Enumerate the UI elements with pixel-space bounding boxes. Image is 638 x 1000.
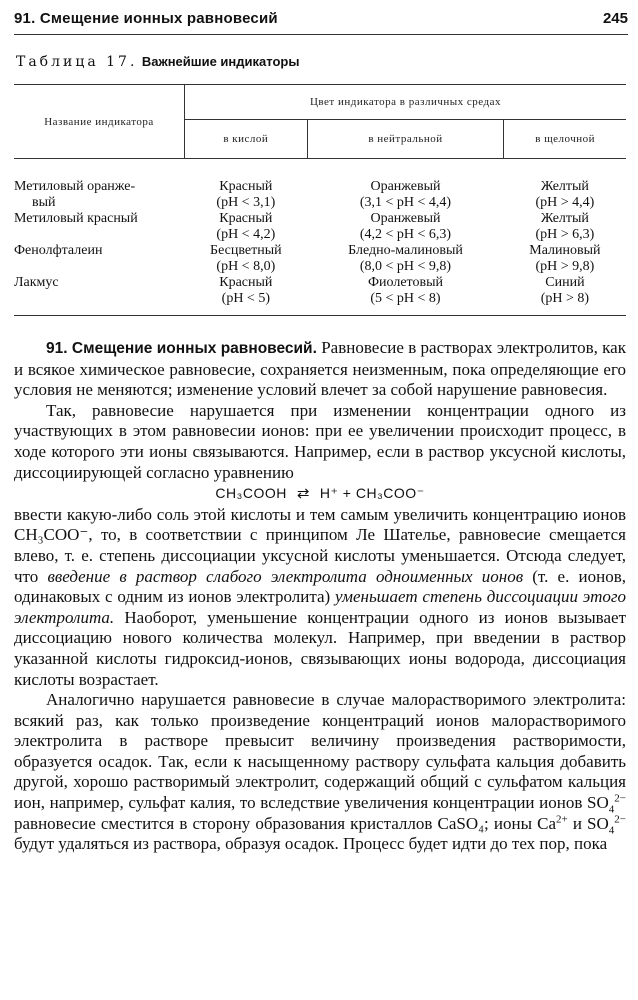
running-head — [14, 8, 628, 35]
neutral-color: Оранжевый (3,1 < pH < 4,4) — [359, 179, 452, 210]
table-caption-title: Важнейшие индикаторы — [141, 54, 300, 69]
acid-color: Бесцветный (pH < 8,0) — [210, 243, 282, 274]
paragraph: ввести какую-либо соль этой кислоты и тем самым увеличить концентрацию ионов CH₃COO⁻, то, в соответствии с принципом Ле Шателье, равновесие смещается влево, т. е. степень диссоциации уксусной кислоты уменьшается. Отсюда следует, что введение в раствор слабого электролита одноименных ионов (т. е. ионов, одинаковых с одним из ионов электролита) уменьшает степень диссоциации этого электролита. Наоборот, уменьшение концентрации одного из ионов вызывает диссоциацию нового количества молекул. Например, при введении в раствор указанной кислоты гидроксид-ионов, связывающих ионы водорода, диссоциация кислоты возрастает. — [14, 504, 626, 689]
indicator-name: Метиловый оранже- вый — [14, 179, 136, 210]
col-header-name: Название индикатора — [14, 85, 185, 159]
acid-color: Красный (pH < 5) — [185, 275, 308, 316]
indicator-name: Лакмус — [14, 275, 185, 316]
indicator-table — [14, 84, 626, 316]
table-row — [14, 243, 626, 275]
indicator-name: Фенолфталеин — [14, 243, 103, 258]
emphasis: введение в раствор слабого электролита одноименных ионов — [47, 566, 524, 586]
paragraph: Аналогично нарушается равновесие в случае малорастворимого электролита: всякий раз, как только произведение концентраций ионов малорастворимого электролита в растворе превысит величину произведения растворимости, образуется осадок. Так, если к насыщенному раствору сульфата кальция добавить другой, хорошо растворимый электролит, содержащий общий с сульфатом кальция ион, например, сульфат калия, то вследствие увеличения концентрации ионов $SO_4^{2-}$ равновесие сместится в сторону образования кристаллов CaSO₄; ионы $Ca^{2+}$ и $SO_4^{2-}$ будут удаляться из раствора, образуя осадок. Процесс будет идти до тех пор, пока — [14, 690, 626, 854]
page-number: 245 — [602, 10, 628, 27]
table-row — [14, 275, 626, 316]
col-header-neutral: в нейтральной — [307, 120, 504, 159]
alkaline-color: Желтый (pH > 4,4) — [535, 179, 595, 210]
acid-color: Красный (pH < 3,1) — [216, 179, 276, 210]
alkaline-color: Желтый (pH > 6,3) — [535, 211, 595, 242]
equilibrium-arrow-icon: ⇄ — [296, 485, 310, 503]
paragraph: 91. Смещение ионных равновесий. Равновесие в растворах электролитов, как и всякое химическое равновесие, сохраняется неизменным, пока определяющие его условия не меняются; изменение условий влечет за собой нарушение равновесия. — [14, 338, 626, 400]
table-row — [14, 211, 626, 243]
neutral-color: Бледно-малиновый (8,0 < pH < 9,8) — [348, 243, 463, 274]
col-header-group: Цвет индикатора в различных средах — [185, 85, 627, 120]
neutral-color: Оранжевый (4,2 < pH < 6,3) — [359, 211, 452, 242]
acid-color: Красный (pH < 4,2) — [216, 211, 276, 242]
col-header-alkaline: в щелочной — [504, 120, 626, 159]
paragraph: Так, равновесие нарушается при изменении концентрации одного из участвующих в этом равновесии ионов: при ее увеличении происходит процесс, в ходе которого эти ионы связываются. Например, если в раствор уксусной кислоты, диссоциирующей согласно уравнению — [14, 400, 626, 482]
table-caption — [16, 54, 299, 70]
neutral-color: Фиолетовый (5 < pH < 8) — [307, 275, 504, 316]
section-title: 91. Смещение ионных равновесий. — [46, 340, 317, 357]
emphasis: уменьшает степень диссоциации этого электролита. — [14, 587, 626, 627]
indicator-name: Метиловый красный — [14, 211, 138, 226]
body-text — [14, 338, 626, 855]
col-header-acid: в кислой — [185, 120, 308, 159]
alkaline-color: Малиновый (pH > 9,8) — [529, 243, 601, 274]
alkaline-color: Синий (pH > 8) — [504, 275, 626, 316]
running-title: 91. Смещение ионных равновесий — [14, 10, 278, 27]
equation: CH₃COOH ⇄ H⁺ + CH₃COO⁻ — [14, 483, 626, 505]
table-row — [14, 159, 626, 212]
table-caption-label: Таблица 17. — [16, 54, 138, 70]
